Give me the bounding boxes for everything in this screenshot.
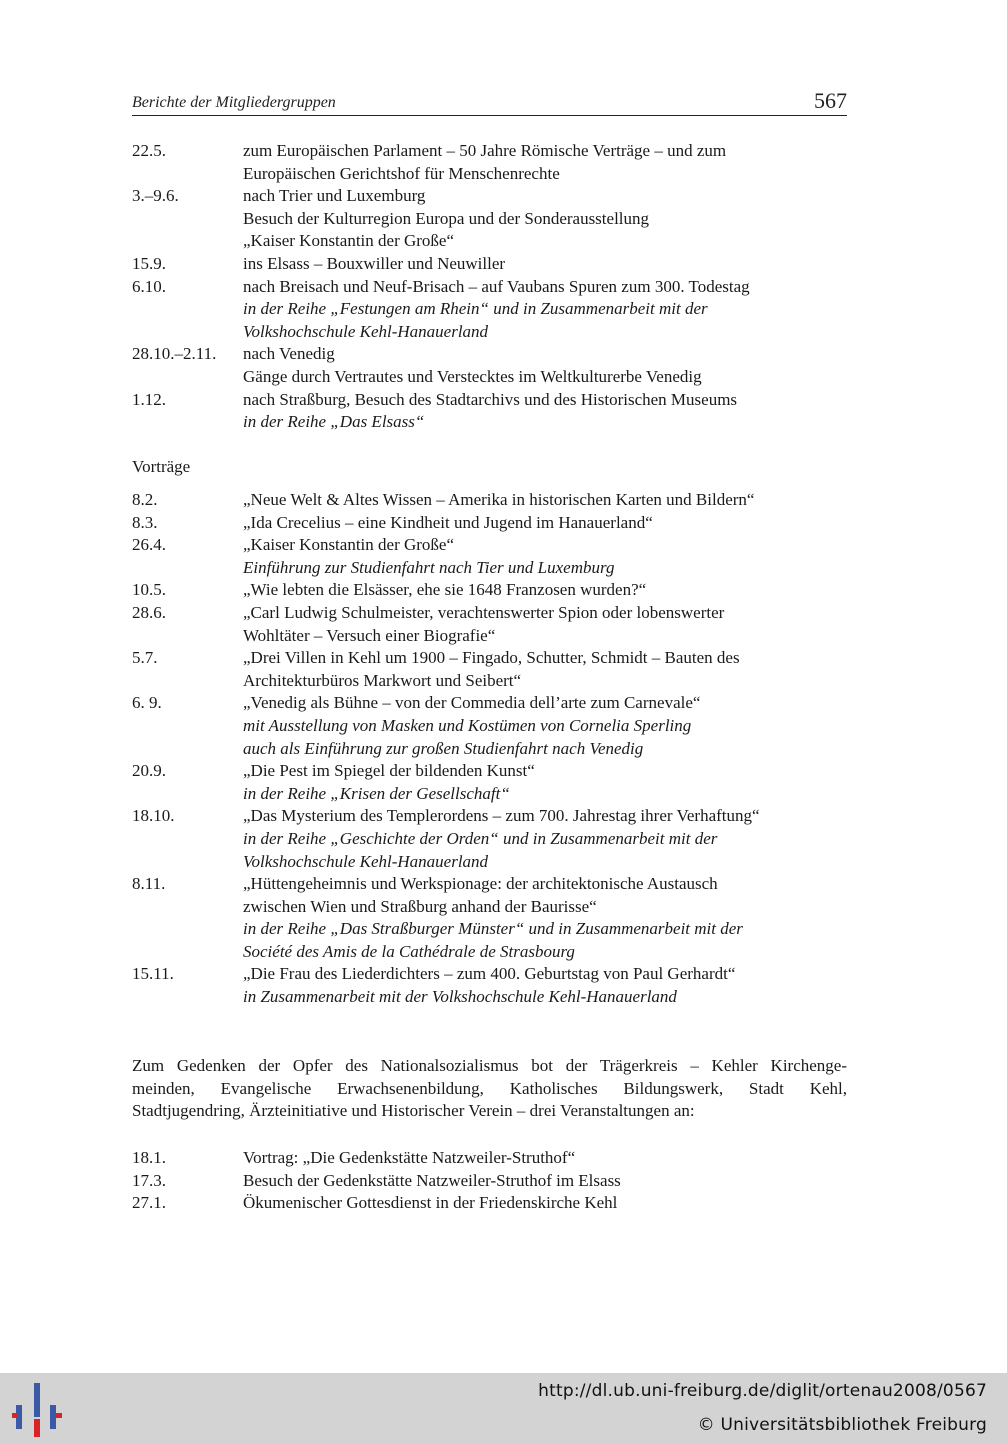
entry-title-line: ins Elsass – Bouxwiller und Neuwiller xyxy=(243,253,506,273)
entry-title-line: Wohltäter – Versuch einer Biografie“ xyxy=(243,625,496,645)
list-item xyxy=(132,512,847,535)
list-item xyxy=(132,343,847,388)
entry-description xyxy=(243,389,847,434)
entry-date: 6. 9. xyxy=(132,693,162,713)
entry-title-line: „Das Mysterium des Templerordens – zum 700. Jahrestag ihrer Verhaftung“ xyxy=(243,806,760,826)
entry-title-line: Europäischen Gerichtshof für Menschenrechte xyxy=(243,163,560,183)
entry-date: 15.11. xyxy=(132,964,174,984)
lecture-list xyxy=(132,489,847,1009)
entry-date: 5.7. xyxy=(132,648,158,668)
entry-note-line: in der Reihe „Krisen der Gesellschaft“ xyxy=(243,783,510,803)
entry-note-line: Einführung zur Studienfahrt nach Tier und Luxemburg xyxy=(243,557,615,577)
entry-title-line: „Venedig als Bühne – von der Commedia dell’arte zum Carnevale“ xyxy=(243,693,701,713)
entry-date: 17.3. xyxy=(132,1170,166,1190)
entry-title-line: Vortrag: „Die Gedenkstätte Natzweiler-Struthof“ xyxy=(243,1148,576,1167)
footer-bar xyxy=(0,1373,1007,1444)
excursion-list xyxy=(132,140,847,434)
entry-title-line: nach Venedig xyxy=(243,344,335,364)
entry-description xyxy=(243,1147,847,1170)
entry-note-line: Société des Amis de la Cathédrale de Strasbourg xyxy=(243,941,575,961)
entry-title-line: „Neue Welt & Altes Wissen – Amerika in historischen Karten und Bildern“ xyxy=(243,490,755,509)
list-item xyxy=(132,873,847,963)
entry-title-line: Besuch der Gedenkstätte Natzweiler-Struthof im Elsass xyxy=(243,1170,621,1190)
entry-date: 22.5. xyxy=(132,141,166,160)
entry-note-line: Volkshochschule Kehl-Hanauerland xyxy=(243,851,489,871)
entry-title-line: „Hüttengeheimnis und Werkspionage: der architektonische Austausch xyxy=(243,874,718,894)
entry-description xyxy=(243,253,847,276)
entry-description xyxy=(243,805,847,873)
entry-date: 8.11. xyxy=(132,874,166,894)
paragraph-line: meinden, Evangelische Erwachsenenbildung, Katholisches Bildungswerk, Stadt Kehl, xyxy=(132,1078,847,1098)
entry-description xyxy=(243,873,847,963)
entry-title-line: „Kaiser Konstantin der Große“ xyxy=(243,231,455,251)
entry-description xyxy=(243,1170,847,1193)
entry-date: 18.1. xyxy=(132,1148,166,1167)
entry-note-line: in der Reihe „Festungen am Rhein“ und in Zusammenarbeit mit der xyxy=(243,299,708,319)
entry-title-line: Gänge durch Vertrautes und Verstecktes im Weltkulturerbe Venedig xyxy=(243,366,702,386)
entry-date: 8.2. xyxy=(132,490,158,509)
list-item xyxy=(132,1147,847,1170)
entry-date: 8.3. xyxy=(132,512,158,532)
list-item xyxy=(132,602,847,647)
entry-description xyxy=(243,140,847,185)
memorial-event-list xyxy=(132,1147,847,1215)
entry-note-line: in der Reihe „Das Straßburger Münster“ und in Zusammenarbeit mit der xyxy=(243,919,743,939)
entry-title-line: nach Breisach und Neuf-Brisach – auf Vaubans Spuren zum 300. Todestag xyxy=(243,276,750,296)
entry-description xyxy=(243,276,847,344)
running-header xyxy=(132,84,847,116)
list-item xyxy=(132,579,847,602)
list-item xyxy=(132,185,847,253)
entry-date: 28.10.–2.11. xyxy=(132,344,217,364)
list-item xyxy=(132,760,847,805)
page-number: 567 xyxy=(814,88,847,113)
entry-note-line: Volkshochschule Kehl-Hanauerland xyxy=(243,321,489,341)
entry-title-line: zum Europäischen Parlament – 50 Jahre Römische Verträge – und zum xyxy=(243,141,727,160)
list-item xyxy=(132,1170,847,1193)
list-item xyxy=(132,253,847,276)
entry-description xyxy=(243,489,847,512)
entry-description xyxy=(243,692,847,760)
entry-title-line: „Carl Ludwig Schulmeister, verachtenswerter Spion oder lobenswerter xyxy=(243,602,725,622)
entry-date: 1.12. xyxy=(132,389,166,409)
paragraph-line: Zum Gedenken der Opfer des Nationalsozialismus bot der Trägerkreis – Kehler Kirchenge- xyxy=(132,1056,847,1075)
paragraph-line: Stadtjugendring, Ärzteinitiative und Historischer Verein – drei Veranstaltungen an: xyxy=(132,1101,695,1121)
entry-description xyxy=(243,534,847,579)
entry-note-line: auch als Einführung zur großen Studienfahrt nach Venedig xyxy=(243,738,644,758)
entry-title-line: „Ida Crecelius – eine Kindheit und Jugend im Hanauerland“ xyxy=(243,512,653,532)
memorial-paragraph xyxy=(132,1055,847,1123)
entry-date: 3.–9.6. xyxy=(132,186,179,206)
entry-description xyxy=(243,963,847,1008)
entry-date: 28.6. xyxy=(132,602,166,622)
entry-date: 10.5. xyxy=(132,580,166,600)
entry-date: 20.9. xyxy=(132,761,166,781)
entry-date: 18.10. xyxy=(132,806,175,826)
entry-description xyxy=(243,512,847,535)
entry-note-line: in der Reihe „Geschichte der Orden“ und in Zusammenarbeit mit der xyxy=(243,828,718,848)
entry-title-line: „Drei Villen in Kehl um 1900 – Fingado, Schutter, Schmidt – Bauten des xyxy=(243,648,740,668)
entry-date: 15.9. xyxy=(132,253,166,273)
entry-note-line: in der Reihe „Das Elsass“ xyxy=(243,412,425,432)
entry-title-line: Architekturbüros Markwort und Seibert“ xyxy=(243,670,522,690)
list-item xyxy=(132,489,847,512)
entry-title-line: „Wie lebten die Elsässer, ehe sie 1648 Franzosen wurden?“ xyxy=(243,580,647,600)
entry-description xyxy=(243,185,847,253)
entry-note-line: in Zusammenarbeit mit der Volkshochschule Kehl-Hanauerland xyxy=(243,987,677,1007)
entry-title-line: „Die Frau des Liederdichters – zum 400. Geburtstag von Paul Gerhardt“ xyxy=(243,964,736,984)
entry-date: 6.10. xyxy=(132,276,166,296)
entry-description xyxy=(243,602,847,647)
lectures-heading: Vorträge xyxy=(132,457,191,476)
entry-note-line: mit Ausstellung von Masken und Kostümen von Cornelia Sperling xyxy=(243,715,692,735)
list-item xyxy=(132,963,847,1008)
entry-date: 26.4. xyxy=(132,535,166,555)
list-item xyxy=(132,1192,847,1215)
list-item xyxy=(132,534,847,579)
entry-title-line: zwischen Wien und Straßburg anhand der Baurisse“ xyxy=(243,896,597,916)
entry-description xyxy=(243,760,847,805)
entry-title-line: „Kaiser Konstantin der Große“ xyxy=(243,535,455,555)
entry-title-line: Besuch der Kulturregion Europa und der Sonderausstellung xyxy=(243,208,650,228)
list-item xyxy=(132,140,847,185)
footer-url[interactable]: http://dl.ub.uni-freiburg.de/diglit/ortenau2008/0567 xyxy=(538,1381,987,1401)
entry-description xyxy=(243,647,847,692)
library-logo-icon xyxy=(12,1383,64,1437)
list-item xyxy=(132,692,847,760)
entry-date: 27.1. xyxy=(132,1193,166,1213)
entry-description xyxy=(243,1192,847,1215)
list-item xyxy=(132,647,847,692)
entry-description xyxy=(243,579,847,602)
list-item xyxy=(132,805,847,873)
entry-title-line: nach Trier und Luxemburg xyxy=(243,186,426,206)
list-item xyxy=(132,276,847,344)
entry-title-line: „Die Pest im Spiegel der bildenden Kunst“ xyxy=(243,761,535,781)
list-item xyxy=(132,389,847,434)
entry-title-line: Ökumenischer Gottesdienst in der Friedenskirche Kehl xyxy=(243,1193,618,1213)
entry-description xyxy=(243,343,847,388)
entry-title-line: nach Straßburg, Besuch des Stadtarchivs und des Historischen Museums xyxy=(243,389,738,409)
footer-copyright: © Universitätsbibliothek Freiburg xyxy=(697,1415,987,1435)
running-header-title: Berichte der Mitgliedergruppen xyxy=(132,94,336,111)
